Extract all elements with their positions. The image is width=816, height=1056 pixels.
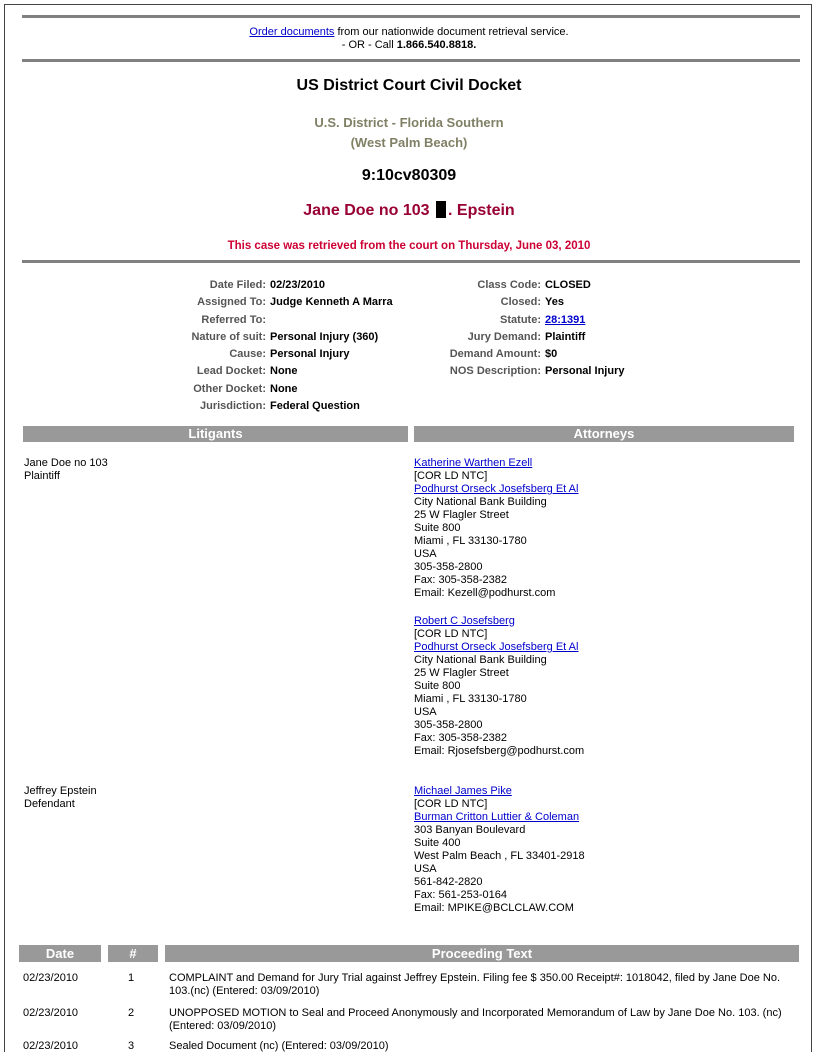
info-label: NOS Description: bbox=[449, 365, 541, 378]
page-title: US District Court Civil Docket bbox=[296, 77, 522, 94]
attorney-detail: 25 W Flagler Street bbox=[414, 667, 509, 679]
info-label: Other Docket: bbox=[193, 382, 266, 395]
attorney-detail: USA bbox=[414, 863, 437, 875]
order-documents-link[interactable]: Order documents bbox=[249, 26, 335, 38]
caption-defendant: . Epstein bbox=[448, 202, 515, 219]
info-label: Jurisdiction: bbox=[199, 400, 266, 413]
info-value: 02/23/2010 bbox=[270, 279, 326, 291]
proceeding-text: UNOPPOSED MOTION to Seal and Proceed Anonymously and Incorporated Memorandum of Law by Jane Doe No. 103. (nc) (Entered: 03/09/2010) bbox=[169, 1007, 782, 1032]
info-label: Closed: bbox=[500, 296, 541, 309]
attorney-detail: USA bbox=[414, 706, 437, 718]
info-value: CLOSED bbox=[545, 279, 591, 291]
litigant-plaintiff bbox=[24, 457, 108, 483]
proceeding-text: Sealed Document (nc) (Entered: 03/09/2010) bbox=[169, 1040, 389, 1052]
info-row bbox=[159, 329, 393, 346]
info-row bbox=[159, 294, 393, 311]
court-name bbox=[5, 113, 812, 153]
info-row bbox=[405, 329, 624, 346]
attorney-detail: 305-358-2800 bbox=[414, 561, 483, 573]
info-label: Date Filed: bbox=[209, 279, 266, 291]
info-label: Nature of suit: bbox=[191, 330, 266, 343]
litigant-name: Jeffrey Epstein bbox=[24, 785, 97, 797]
info-row bbox=[405, 346, 624, 363]
info-value: None bbox=[270, 365, 298, 378]
proceeding-date: 02/23/2010 bbox=[23, 1040, 79, 1052]
attorney-detail: Suite 400 bbox=[414, 837, 461, 849]
court-line-1: U.S. District - Florida Southern bbox=[314, 115, 504, 130]
proceeding-text: COMPLAINT and Demand for Jury Trial against Jeffrey Epstein. Filing fee $ 350.00 Receipt#: 1018042, filed by Jane Doe No. 103.(nc) (Entered: 03/09/2010) bbox=[169, 972, 781, 997]
info-row bbox=[405, 312, 624, 329]
order-banner bbox=[5, 26, 812, 52]
caption-plaintiff: Jane Doe no 103 bbox=[303, 202, 430, 219]
info-row bbox=[405, 363, 624, 380]
info-row bbox=[159, 363, 393, 380]
statute-link[interactable]: 28:1391 bbox=[545, 313, 586, 326]
info-value: None bbox=[270, 382, 298, 395]
info-value: Personal Injury bbox=[270, 348, 350, 361]
case-number: 9:10cv80309 bbox=[361, 167, 457, 184]
docket-page bbox=[4, 4, 812, 1052]
attorney-block bbox=[414, 457, 578, 600]
info-value bbox=[266, 314, 270, 326]
info-label: Demand Amount: bbox=[449, 348, 541, 361]
attorney-detail: Suite 800 bbox=[414, 680, 461, 692]
info-label: Cause: bbox=[229, 348, 266, 361]
proceeding-date: 02/23/2010 bbox=[23, 972, 79, 984]
info-row bbox=[159, 312, 393, 329]
attorney-detail: Miami , FL 33130-1780 bbox=[414, 535, 527, 547]
info-label: Jury Demand: bbox=[467, 330, 541, 343]
litigants-header: Litigants bbox=[23, 426, 408, 442]
info-label: Lead Docket: bbox=[196, 365, 266, 378]
attorney-name-link[interactable]: Michael James Pike bbox=[414, 785, 512, 797]
top-rule bbox=[22, 15, 800, 18]
number-header: # bbox=[108, 945, 158, 962]
litigant-role: Plaintiff bbox=[24, 470, 60, 482]
attorney-detail: Fax: 561-253-0164 bbox=[414, 889, 507, 901]
banner-rule bbox=[22, 59, 800, 62]
attorney-detail: 25 W Flagler Street bbox=[414, 509, 509, 521]
attorney-detail: Email: Kezell@podhurst.com bbox=[414, 587, 556, 599]
attorney-tag: [COR LD NTC] bbox=[414, 798, 488, 810]
info-label: Statute: bbox=[500, 313, 541, 326]
attorney-detail: City National Bank Building bbox=[414, 654, 547, 666]
proceeding-date: 02/23/2010 bbox=[23, 1007, 79, 1019]
info-label: Class Code: bbox=[477, 279, 541, 291]
firm-link[interactable]: Podhurst Orseck Josefsberg Et Al bbox=[414, 641, 579, 653]
litigant-defendant bbox=[24, 785, 97, 811]
or-call-text: - OR - Call bbox=[341, 39, 397, 51]
info-value: Personal Injury bbox=[545, 365, 625, 378]
attorney-detail: Fax: 305-358-2382 bbox=[414, 574, 507, 586]
attorney-detail: West Palm Beach , FL 33401-2918 bbox=[414, 850, 585, 862]
info-label: Assigned To: bbox=[197, 296, 266, 309]
attorney-detail: Suite 800 bbox=[414, 522, 461, 534]
proceeding-header: Proceeding Text bbox=[165, 945, 799, 962]
info-rule bbox=[22, 260, 800, 263]
litigant-name: Jane Doe no 103 bbox=[24, 457, 108, 469]
attorney-detail: City National Bank Building bbox=[414, 496, 547, 508]
order-text: from our nationwide document retrieval service. bbox=[334, 26, 569, 38]
case-info-right bbox=[405, 277, 624, 381]
retrieved-notice: This case was retrieved from the court on Thursday, June 03, 2010 bbox=[227, 240, 591, 252]
info-row bbox=[159, 277, 393, 294]
phone-number: 1.866.540.8818. bbox=[396, 39, 477, 51]
proceeding-number: 3 bbox=[127, 1040, 135, 1052]
firm-link[interactable]: Burman Critton Luttier & Coleman bbox=[414, 811, 580, 823]
info-value: Judge Kenneth A Marra bbox=[270, 296, 393, 309]
info-value: $0 bbox=[545, 348, 558, 361]
info-value: Yes bbox=[545, 296, 564, 309]
info-value: Personal Injury (360) bbox=[270, 330, 379, 343]
attorney-detail: USA bbox=[414, 548, 437, 560]
attorney-block bbox=[414, 785, 585, 915]
info-value: Federal Question bbox=[270, 400, 360, 413]
attorney-name-link[interactable]: Katherine Warthen Ezell bbox=[414, 457, 533, 469]
proceeding-number: 1 bbox=[127, 972, 135, 984]
case-caption bbox=[5, 201, 812, 220]
attorney-name-link[interactable]: Robert C Josefsberg bbox=[414, 615, 515, 627]
firm-link[interactable]: Podhurst Orseck Josefsberg Et Al bbox=[414, 483, 579, 495]
attorney-block bbox=[414, 615, 584, 758]
attorney-detail: 561-842-2820 bbox=[414, 876, 483, 888]
redaction-block bbox=[436, 201, 446, 218]
attorney-detail: 303 Banyan Boulevard bbox=[414, 824, 526, 836]
info-row bbox=[159, 381, 393, 398]
proceeding-number: 2 bbox=[127, 1007, 135, 1019]
attorney-detail: 305-358-2800 bbox=[414, 719, 483, 731]
attorney-detail: Email: Rjosefsberg@podhurst.com bbox=[414, 745, 585, 757]
attorney-detail: Miami , FL 33130-1780 bbox=[414, 693, 527, 705]
attorney-tag: [COR LD NTC] bbox=[414, 628, 488, 640]
court-line-2: (West Palm Beach) bbox=[350, 135, 468, 150]
info-row bbox=[405, 277, 624, 294]
info-value: Plaintiff bbox=[545, 330, 586, 343]
info-label: Referred To: bbox=[201, 313, 266, 326]
attorney-tag: [COR LD NTC] bbox=[414, 470, 488, 482]
litigant-role: Defendant bbox=[24, 798, 75, 810]
info-row bbox=[159, 346, 393, 363]
info-row bbox=[159, 398, 393, 415]
attorney-detail: Email: MPIKE@BCLCLAW.COM bbox=[414, 902, 574, 914]
attorneys-header: Attorneys bbox=[414, 426, 794, 442]
info-row bbox=[405, 294, 624, 311]
case-info-left bbox=[159, 277, 393, 415]
attorney-detail: Fax: 305-358-2382 bbox=[414, 732, 507, 744]
date-header: Date bbox=[19, 945, 101, 962]
